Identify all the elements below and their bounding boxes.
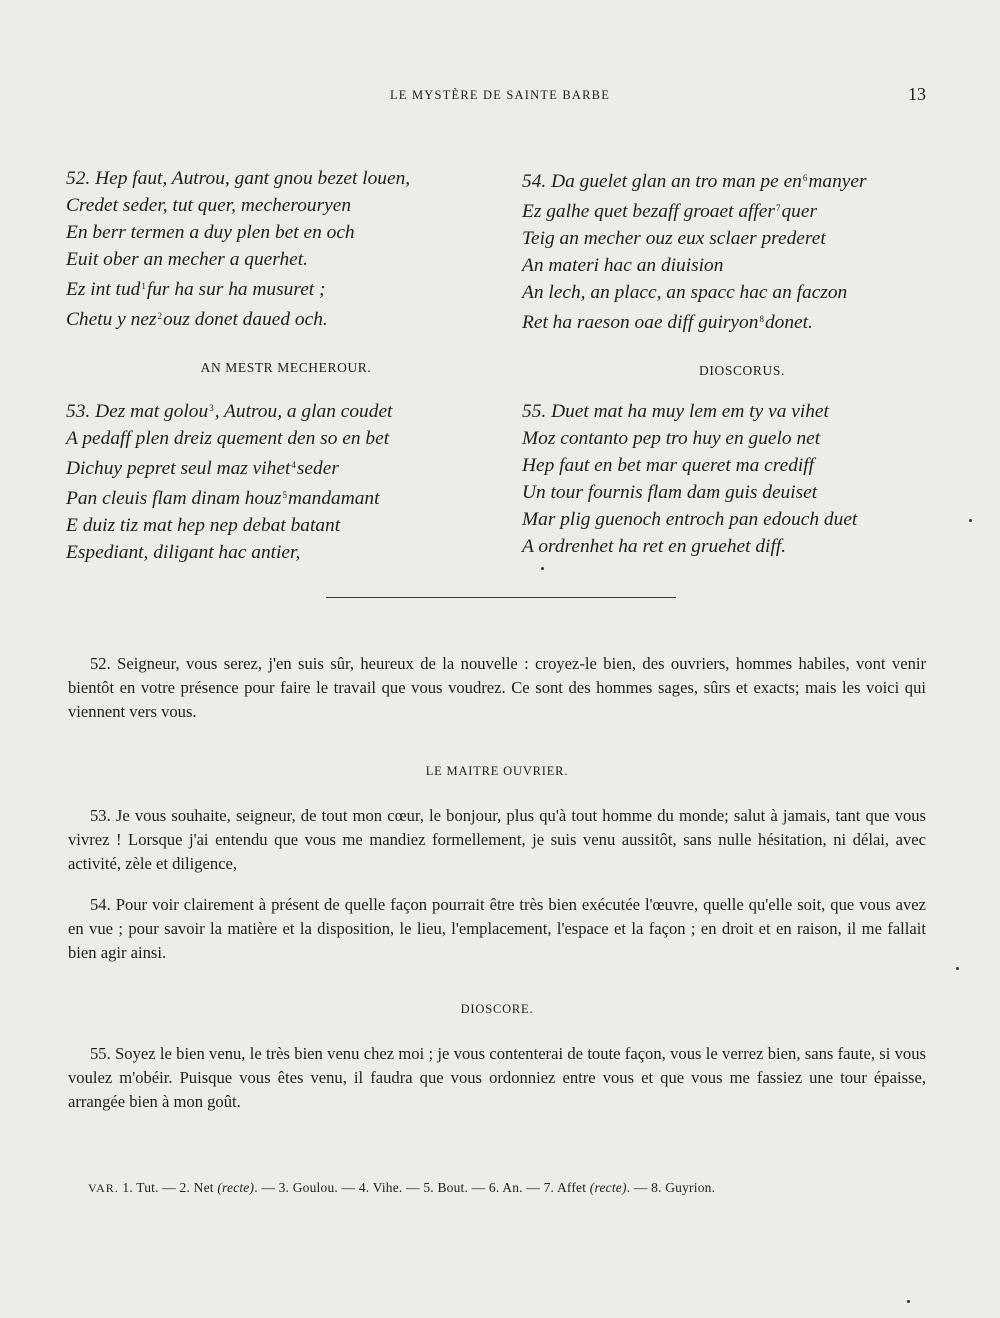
- footnote-ref: 5: [282, 489, 287, 500]
- verse-line: En berr termen a duy plen bet en och: [66, 222, 355, 244]
- footnote-ref: 2: [157, 311, 162, 322]
- footnote-ref: 6: [802, 173, 808, 183]
- verse-line: Ret ha raeson oae diff guiryon$^8$donet.: [522, 312, 813, 334]
- verse-line: E duiz tiz mat hep nep debat batant: [66, 514, 341, 536]
- stanza-54: [522, 165, 962, 337]
- variants-label: VAR.: [88, 1181, 119, 1195]
- verse-line: Hep faut en bet mar queret ma crediff: [522, 454, 815, 476]
- speaker-mestr-mecherour: [66, 358, 506, 378]
- verse-line: Mar plig guenoch entroch pan edouch duet: [522, 508, 858, 530]
- running-title: LE MYSTÈRE DE SAINTE BARBE: [389, 88, 611, 102]
- verse-line: A ordrenhet ha ret en gruehet diff.: [522, 536, 787, 558]
- verse-line: 55. Duet mat ha muy lem em ty va vihet: [522, 400, 829, 422]
- footnote-ref: 1: [141, 281, 146, 292]
- footnote-ref: 7: [775, 203, 781, 214]
- verse-line: Ez galhe quet bezaff groaet affer$^7$quer: [522, 201, 817, 223]
- footnote-ref: 4: [291, 459, 296, 470]
- print-speck: [969, 519, 972, 522]
- page-number: 13: [908, 84, 926, 104]
- paragraph-text: 52. Seigneur, vous serez, j'en suis sûr, heureux de la nouvelle : croyez-le bien, des ouvriers, hommes habiles, vont venir bientôt en votre présence pour faire le travail que vous voudrez. Ce sont des hommes sages, sûrs et exacts; mais les voici qui viennent vers vous.: [68, 654, 926, 721]
- print-speck: [907, 1300, 910, 1303]
- speaker-label: DIOSCORE.: [460, 1002, 534, 1016]
- footnote-ref: 3: [209, 402, 214, 413]
- verse-line: Teig an mecher ouz eux sclaer prederet: [522, 228, 826, 250]
- paragraph-text: 53. Je vous souhaite, seigneur, de tout mon cœur, le bonjour, plus qu'à tout homme du monde; salut à jamais, tant que vous vivrez ! Lorsque j'ai entendu que vous me mandiez formellement, je suis venu aussitôt, sans nulle hésitation, ni délai, avec activité, zèle et diligence,: [68, 806, 926, 873]
- speaker-maitre-ouvrier: [68, 764, 926, 779]
- verse-line: 53. Dez mat golou$^3$, Autrou, a glan coudet: [66, 400, 393, 422]
- verse-line: 54. Da guelet glan an tro man pe $en^6manyer$: [522, 171, 867, 192]
- verse-line: Chetu y nez$^2$ouz donet daued och.: [66, 309, 328, 331]
- print-speck: [956, 967, 959, 970]
- variants-text-2: . — 3. Goulou. — 4. Vihe. — 5. Bout. — 6. An. — 7. Affet: [254, 1180, 587, 1195]
- variants-recte-1: (recte): [217, 1180, 255, 1195]
- variants-text-3: . — 8. Guyrion.: [626, 1180, 716, 1195]
- paragraph-text: 55. Soyez le bien venu, le très bien venu chez moi ; je vous contenterai de toute façon, vous le verrez bien, sans faute, si vous voulez m'obéir. Puisque vous êtes venu, il faudra que vous ordonniez entre vous et que vous me fassiez une tour épaisse, arrangée bien à mon goût.: [68, 1044, 926, 1111]
- speaker-dioscorus: [522, 361, 962, 381]
- translation-paragraph-54: [68, 893, 926, 965]
- verse-line: Credet seder, tut quer, mecherouryen: [66, 195, 352, 217]
- speaker-label: AN MESTR MECHEROUR.: [200, 359, 372, 375]
- verse-line: A pedaff plen dreiz quement den so en bet: [66, 427, 390, 449]
- translation-paragraph-52: [68, 652, 926, 724]
- variant-readings: [88, 1180, 908, 1196]
- verse-column-left: [66, 165, 506, 566]
- stanza-53: [66, 395, 506, 567]
- translation-paragraph-55: [68, 1042, 926, 1114]
- variants-recte-2: (recte): [589, 1180, 627, 1195]
- translation-paragraph-53: [68, 804, 926, 876]
- verse-line: An materi hac an diuision: [522, 255, 724, 277]
- verse-line: An lech, an placc, an spacc hac an faczon: [522, 282, 848, 304]
- speaker-dioscore: [68, 1002, 926, 1017]
- verse-line: Espediant, diligant hac antier,: [66, 542, 301, 564]
- verse-line: 52. Hep faut, Autrou, gant gnou bezet louen,: [66, 168, 411, 189]
- separator-rule: [326, 597, 676, 598]
- verse-line: Ez int tud$^1$fur ha sur ha musuret ;: [66, 279, 326, 301]
- verse-line: Dichuy pepret seul maz vihet$^4$seder: [66, 457, 339, 479]
- running-head: [0, 84, 1000, 108]
- stanza-52: [66, 165, 506, 334]
- verse-line: Moz contanto pep tro huy en guelo net: [522, 427, 821, 449]
- footnote-ref: 8: [759, 314, 764, 325]
- verse-column-right: [522, 165, 962, 560]
- verse-line: Euit ober an mecher a querhet.: [66, 249, 308, 271]
- stanza-55: [522, 398, 962, 561]
- speaker-label: LE MAITRE OUVRIER.: [425, 764, 569, 778]
- speaker-label: DIOSCORUS.: [699, 362, 785, 378]
- verse-line: Un tour fournis flam dam guis deuiset: [522, 481, 818, 503]
- variants-text-1: 1. Tut. — 2. Net: [122, 1180, 214, 1195]
- paragraph-text: 54. Pour voir clairement à présent de quelle façon pourrait être très bien exécutée l'œuvre, quelle qu'elle soit, que vous avez en vue ; pour savoir la matière et la disposition, le lieu, l'emplacement, l'espace et la façon ; en droit et en raison, il me fallait bien agir ainsi.: [68, 895, 926, 962]
- verse-line: Pan cleuis flam dinam houz$^5$mandamant: [66, 487, 380, 509]
- print-speck: [541, 567, 544, 570]
